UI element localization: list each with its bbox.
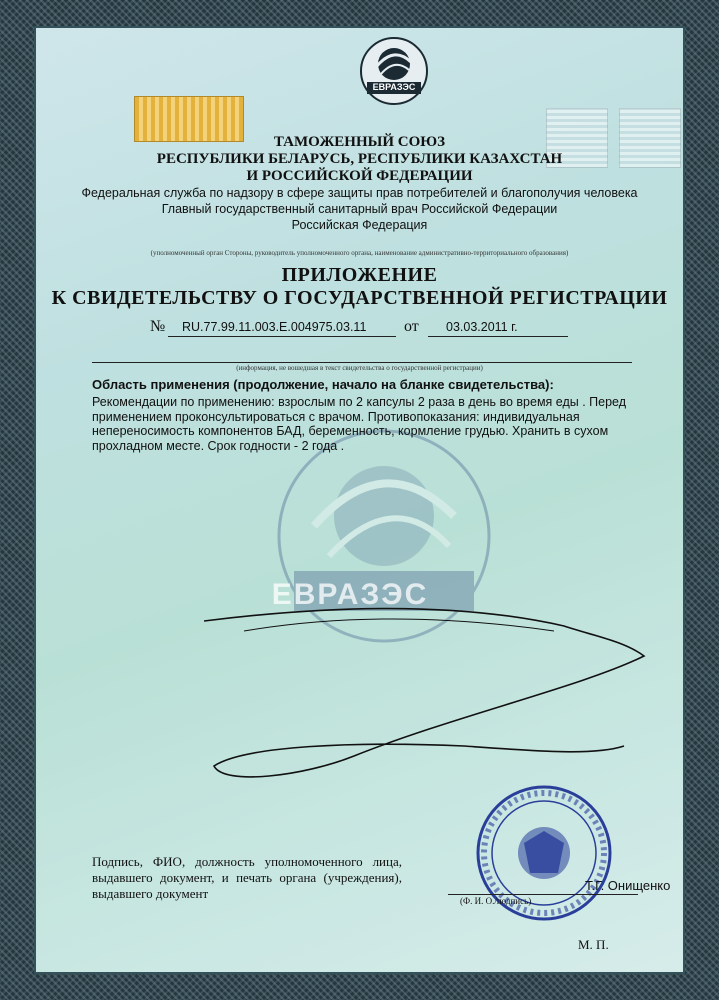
stamp-place-label: М. П. [578, 937, 609, 952]
date-underline [428, 336, 568, 337]
union-members-2: И РОССИЙСКОЙ ФЕДЕРАЦИИ [246, 168, 473, 184]
issuing-agency: Федеральная служба по надзору в сфере защиты прав потребителей и благополучия человека [81, 186, 638, 200]
signature-scribble [204, 596, 654, 796]
registration-date: 03.03.2011 г. [446, 320, 518, 334]
org-caption: (уполномоченный орган Стороны, руководитель уполномоченного органа, наименование административно-территориального образования) [150, 249, 569, 257]
union-members: РЕСПУБЛИКИ БЕЛАРУСЬ, РЕСПУБЛИКИ КАЗАХСТАН [156, 151, 563, 167]
signature-description: Подпись, ФИО, должность уполномоченного лица, выдавшего документ, и печать органа (учреждения), выдавшего документ [92, 854, 402, 901]
info-caption: (информация, не вошедшая в текст свидетельства о государственной регистрации) [236, 364, 483, 372]
content-heading: Область применения (продолжение, начало на бланке свидетельства): [92, 377, 554, 392]
document-title: ПРИЛОЖЕНИЕ [281, 264, 438, 286]
signatory-name: Т.Г. Онищенко [585, 878, 671, 893]
chief-doctor: Главный государственный санитарный врач Российской Федерации [161, 202, 558, 216]
country: Российская Федерация [291, 218, 428, 232]
number-underline [168, 336, 396, 337]
number-label: № [150, 318, 166, 335]
name-caption: (Ф. И. О./подпись) [460, 896, 532, 906]
info-underline [92, 362, 632, 363]
emblem-label: ЕВРАЗЭС [372, 82, 416, 92]
watermark-label: ЕВРАЗЭС [271, 578, 429, 611]
union-title: ТАМОЖЕННЫЙ СОЮЗ [273, 134, 446, 150]
date-label: от [404, 318, 419, 335]
registration-number: RU.77.99.11.003.Е.004975.03.11 [182, 320, 367, 334]
document-subtitle: К СВИДЕТЕЛЬСТВУ О ГОСУДАРСТВЕННОЙ РЕГИСТРАЦИИ [51, 287, 668, 309]
content-text: Рекомендации по применению: взрослым по 2 капсулы 2 раза в день во время еды . Перед применением проконсультироваться с врачом. Противопоказания: индивидуальная непереносимость компонентов БАД, беременность, кормление грудью. Хранить в сухом прохладном месте. Срок годности - 2 года . [92, 395, 627, 453]
evrazes-emblem [359, 36, 429, 106]
signature-underline [448, 894, 638, 895]
